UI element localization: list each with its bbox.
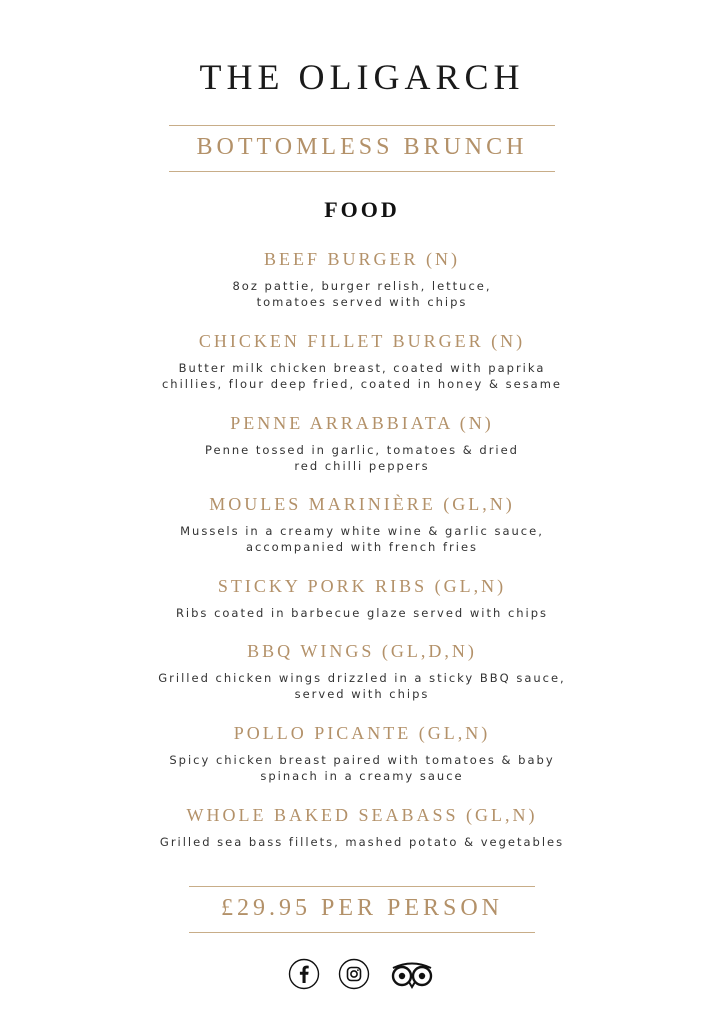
- menu-item: [0, 248, 724, 310]
- menu-item-name: WHOLE BAKED SEABASS (GL,N): [186, 805, 538, 825]
- menu-item-name: BEEF BURGER (N): [263, 249, 460, 269]
- menu-item-description: Grilled sea bass fillets, mashed potato & vegetables: [159, 835, 565, 849]
- social-links: [0, 958, 724, 990]
- restaurant-name: THE OLIGARCH: [199, 57, 525, 97]
- menu-item-name: BBQ WINGS (GL,D,N): [247, 641, 477, 661]
- menu-item-name: CHICKEN FILLET BURGER (N): [198, 331, 526, 351]
- facebook-icon[interactable]: [288, 958, 320, 990]
- menu-item-name: STICKY PORK RIBS (GL,N): [217, 576, 507, 596]
- menu-item-description: Spicy chicken breast paired with tomatoes & baby spinach in a creamy sauce: [169, 753, 555, 783]
- menu-item: [0, 640, 724, 702]
- menu-item-name: MOULES MARINIÈRE (GL,N): [209, 494, 515, 514]
- menu-item-name: PENNE ARRABBIATA (N): [230, 413, 494, 433]
- menu-item-description: Penne tossed in garlic, tomatoes & dried red chilli peppers: [205, 443, 519, 473]
- menu-item-description: 8oz pattie, burger relish, lettuce, tomatoes served with chips: [232, 279, 492, 309]
- menu-item: [0, 804, 724, 850]
- menu-item: [0, 575, 724, 621]
- menu-item: [0, 412, 724, 474]
- menu-item: [0, 493, 724, 555]
- menu-subtitle: BOTTOMLESS BRUNCH: [196, 134, 528, 160]
- menu-item-description: Mussels in a creamy white wine & garlic sauce, accompanied with french fries: [180, 524, 544, 554]
- menu-item: [0, 330, 724, 392]
- subtitle-bottom-rule: [169, 171, 555, 172]
- menu-item: [0, 722, 724, 784]
- subtitle-top-rule: [169, 125, 555, 126]
- menu-item-description: Butter milk chicken breast, coated with paprika chillies, flour deep fried, coated in honey & sesame: [161, 361, 563, 391]
- price-top-rule: [189, 886, 535, 887]
- menu-item-description: Ribs coated in barbecue glaze served with chips: [175, 606, 549, 620]
- menu-item-description: Grilled chicken wings drizzled in a sticky BBQ sauce, served with chips: [158, 671, 566, 701]
- tripadvisor-icon[interactable]: [388, 958, 436, 990]
- section-title-food: FOOD: [324, 197, 400, 222]
- instagram-icon[interactable]: [338, 958, 370, 990]
- menu-item-name: POLLO PICANTE (GL,N): [233, 723, 491, 743]
- price-per-person: £29.95 PER PERSON: [220, 895, 504, 921]
- price-bottom-rule: [189, 932, 535, 933]
